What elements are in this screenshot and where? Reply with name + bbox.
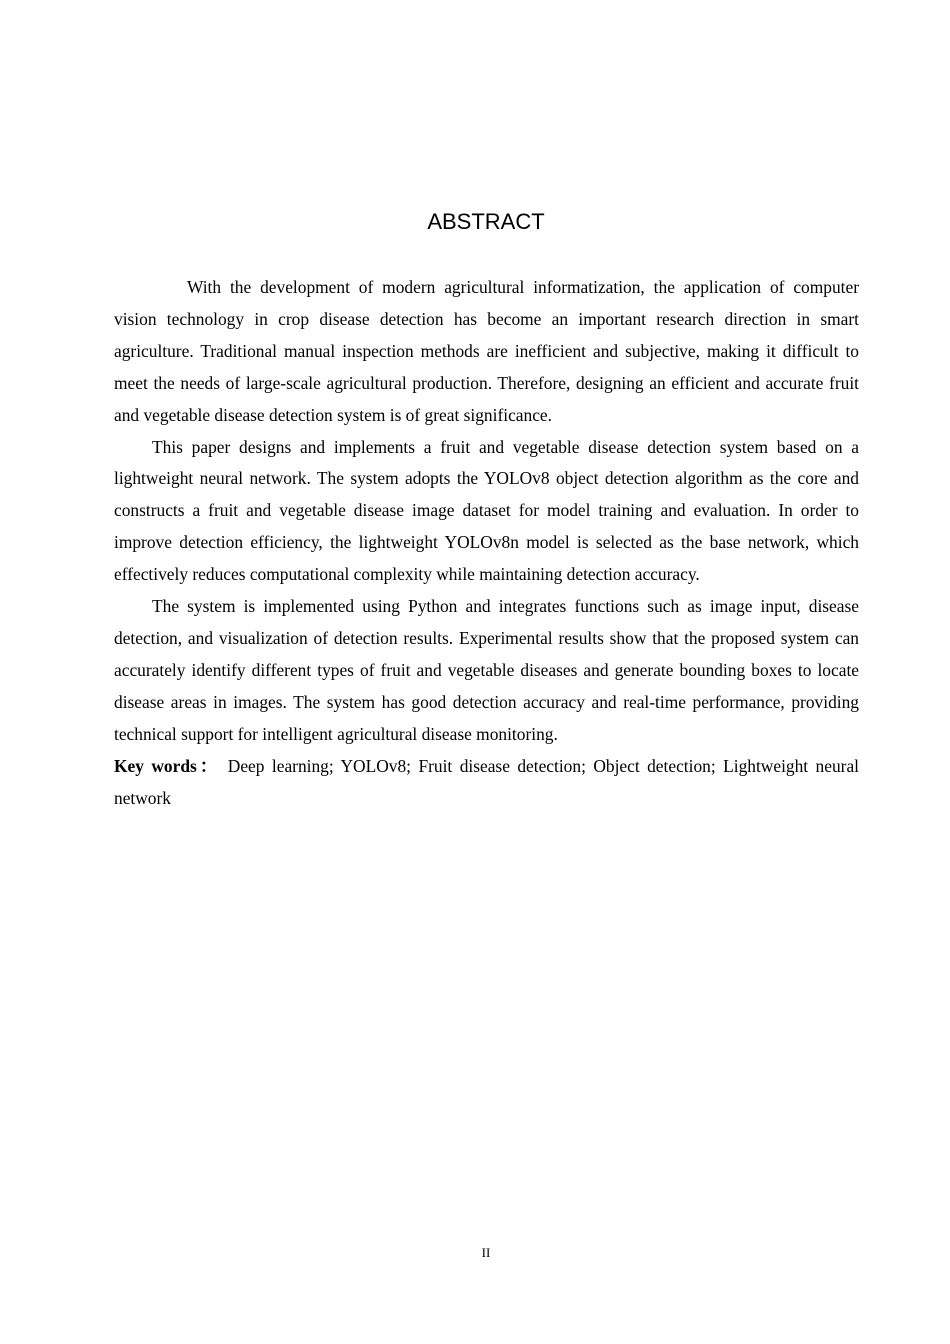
abstract-paragraph-2: This paper designs and implements a fruit and vegetable disease detection system based on a lightweight neural network. The system adopts the YOLOv8 object detection algorithm as the core and constructs a fruit and vegetable disease image dataset for model training and evaluation. In order to improve detection efficiency, the lightweight YOLOv8n model is selected as the base network, which effectively reduces computational complexity while maintaining detection accuracy. xyxy=(114,436,859,585)
keywords-label: Key words： xyxy=(114,755,221,776)
page-number: II xyxy=(481,1245,491,1260)
abstract-paragraph-3: The system is implemented using Python and integrates functions such as image input, disease detection, and visualization of detection results. Experimental results show that the proposed system can accurately identify different types of fruit and vegetable diseases and generate bounding boxes to locate disease areas in images. The system has good detection accuracy and real-time performance, providing technical support for intelligent agricultural disease monitoring. xyxy=(114,596,859,744)
abstract-title: ABSTRACT xyxy=(427,209,545,234)
abstract-body xyxy=(114,272,859,814)
abstract-paragraph-1: With the development of modern agricultural informatization, the application of computer vision technology in crop disease detection has become an important research direction in smart agriculture. Traditional manual inspection methods are inefficient and subjective, making it difficult to meet the needs of large-scale agricultural production. Therefore, designing an efficient and accurate fruit and vegetable disease detection system is of great significance. xyxy=(114,277,859,425)
keywords-line xyxy=(114,751,859,815)
keywords-text: Deep learning; YOLOv8; Fruit disease detection; Object detection; Lightweight neural network xyxy=(114,755,859,808)
